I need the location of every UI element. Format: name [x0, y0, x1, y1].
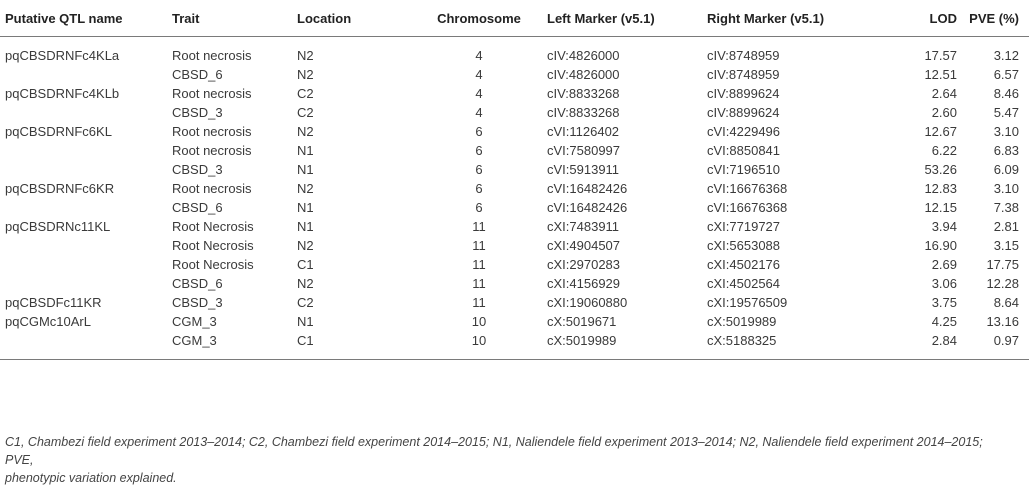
- cell-chromosome: 10: [411, 331, 547, 360]
- cell-left-marker: cVI:16482426: [547, 181, 628, 196]
- cell-location: N2: [297, 67, 314, 82]
- cell-lod: 2.84: [872, 331, 957, 360]
- cell-pve: 13.16: [986, 314, 1019, 329]
- table-row: [0, 198, 1029, 217]
- cell-qtl-name: pqCBSDRNFc4KLa: [5, 48, 120, 63]
- table-row: [0, 331, 1029, 360]
- cell-location: N1: [297, 162, 314, 177]
- cell-right-marker: cXI:4502564: [707, 276, 781, 291]
- cell-left-marker: cIV:8833268: [547, 105, 620, 120]
- cell-qtl-name: pqCGMc10ArL: [5, 314, 91, 329]
- cell-left-marker: cVI:16482426: [547, 200, 628, 215]
- cell-right-marker: cXI:4502176: [707, 257, 781, 272]
- cell-pve: 2.81: [993, 219, 1019, 234]
- cell-chromosome: 6: [475, 181, 483, 196]
- cell-trait: Root necrosis: [172, 86, 252, 101]
- cell-trait: Root Necrosis: [172, 238, 254, 253]
- cell-chromosome: 11: [472, 219, 486, 234]
- header-lod: LOD: [872, 0, 957, 37]
- cell-trait: Root Necrosis: [172, 257, 254, 272]
- cell-chromosome: 6: [475, 162, 483, 177]
- header-pve: PVE (%): [957, 0, 1029, 37]
- table-row: [0, 217, 1029, 236]
- cell-location: N1: [297, 200, 314, 215]
- cell-qtl-name: [0, 141, 172, 160]
- table-row: [0, 37, 1029, 66]
- cell-qtl-name: pqCBSDRNFc6KR: [5, 181, 115, 196]
- cell-pve: 6.09: [993, 162, 1019, 177]
- cell-qtl-name: [0, 65, 172, 84]
- table-footnote: [5, 433, 1005, 487]
- header-right-marker: Right Marker (v5.1): [707, 0, 872, 37]
- cell-chromosome: 6: [475, 200, 483, 215]
- cell-trait: Root necrosis: [172, 143, 252, 158]
- cell-trait: Root necrosis: [172, 181, 252, 196]
- cell-location: C1: [297, 331, 411, 360]
- cell-right-marker: cXI:5653088: [707, 238, 781, 253]
- table-row: [0, 84, 1029, 103]
- cell-trait: Root necrosis: [172, 48, 252, 63]
- cell-lod: 3.06: [931, 276, 957, 291]
- cell-right-marker: cIV:8899624: [707, 105, 780, 120]
- cell-pve: 3.10: [993, 181, 1019, 196]
- cell-trait: CBSD_6: [172, 67, 223, 82]
- cell-trait: CBSD_3: [172, 105, 223, 120]
- cell-pve: 17.75: [986, 257, 1019, 272]
- cell-pve: 5.47: [993, 105, 1019, 120]
- table-body: [0, 37, 1029, 360]
- cell-location: N1: [297, 219, 314, 234]
- cell-chromosome: 11: [472, 295, 486, 310]
- cell-right-marker: cVI:8850841: [707, 143, 781, 158]
- cell-right-marker: cVI:16676368: [707, 181, 788, 196]
- cell-left-marker: cVI:1126402: [547, 124, 620, 139]
- cell-right-marker: cVI:4229496: [707, 124, 781, 139]
- cell-lod: 6.22: [931, 143, 957, 158]
- header-location: Location: [297, 0, 411, 37]
- table-row: [0, 312, 1029, 331]
- cell-chromosome: 11: [472, 257, 486, 272]
- cell-location: N1: [297, 314, 314, 329]
- cell-left-marker: cXI:4156929: [547, 276, 621, 291]
- table-row: [0, 274, 1029, 293]
- cell-lod: 17.57: [924, 48, 957, 63]
- table-row: [0, 141, 1029, 160]
- cell-pve: 3.10: [993, 124, 1019, 139]
- cell-lod: 2.64: [931, 86, 957, 101]
- cell-right-marker: cX:5188325: [707, 331, 872, 360]
- cell-left-marker: cXI:7483911: [547, 219, 620, 234]
- header-trait: Trait: [172, 0, 297, 37]
- cell-location: C2: [297, 105, 314, 120]
- cell-location: C2: [297, 295, 314, 310]
- cell-trait: CBSD_6: [172, 276, 223, 291]
- cell-right-marker: cVI:16676368: [707, 200, 788, 215]
- cell-qtl-name: [0, 255, 172, 274]
- table-row: [0, 179, 1029, 198]
- cell-lod: 2.69: [931, 257, 957, 272]
- cell-right-marker: cX:5019989: [707, 314, 777, 329]
- cell-lod: 4.25: [931, 314, 957, 329]
- cell-pve: 8.64: [993, 295, 1019, 310]
- cell-chromosome: 4: [475, 86, 483, 101]
- cell-pve: 0.97: [957, 331, 1029, 360]
- cell-left-marker: cXI:4904507: [547, 238, 621, 253]
- cell-left-marker: cX:5019989: [547, 331, 707, 360]
- cell-location: N2: [297, 238, 314, 253]
- table-header-row: [0, 0, 1029, 37]
- cell-left-marker: cX:5019671: [547, 314, 617, 329]
- cell-chromosome: 6: [475, 143, 483, 158]
- cell-location: N2: [297, 276, 314, 291]
- cell-location: C2: [297, 86, 314, 101]
- cell-lod: 3.75: [931, 295, 957, 310]
- cell-lod: 3.94: [931, 219, 957, 234]
- table-row: [0, 236, 1029, 255]
- cell-left-marker: cIV:8833268: [547, 86, 620, 101]
- cell-left-marker: cVI:7580997: [547, 143, 621, 158]
- cell-chromosome: 4: [475, 48, 483, 63]
- table-row: [0, 255, 1029, 274]
- cell-location: C1: [297, 257, 314, 272]
- cell-qtl-name: [0, 198, 172, 217]
- cell-trait: CBSD_3: [172, 162, 223, 177]
- cell-chromosome: 4: [475, 105, 483, 120]
- cell-lod: 16.90: [924, 238, 957, 253]
- cell-right-marker: cXI:19576509: [707, 295, 788, 310]
- cell-qtl-name: [0, 236, 172, 255]
- cell-chromosome: 11: [472, 238, 486, 253]
- cell-pve: 6.83: [993, 143, 1019, 158]
- footnote-line-2: phenotypic variation explained.: [5, 471, 177, 485]
- cell-right-marker: cIV:8748959: [707, 67, 780, 82]
- cell-location: N2: [297, 181, 314, 196]
- cell-location: N2: [297, 124, 314, 139]
- cell-pve: 8.46: [993, 86, 1019, 101]
- cell-chromosome: 6: [475, 124, 483, 139]
- cell-left-marker: cXI:19060880: [547, 295, 628, 310]
- header-chromosome: Chromosome: [411, 0, 547, 37]
- footnote-line-1: C1, Chambezi field experiment 2013–2014; C2, Chambezi field experiment 2014–2015; N1, Naliendele field experiment 2013–2014; N2, Naliendele field experiment 2014–2015; PVE,: [5, 435, 983, 467]
- cell-trait: CBSD_6: [172, 200, 223, 215]
- cell-pve: 6.57: [993, 67, 1019, 82]
- table-row: [0, 293, 1029, 312]
- table-row: [0, 103, 1029, 122]
- header-qtl-name: Putative QTL name: [0, 0, 172, 37]
- cell-chromosome: 11: [472, 276, 486, 291]
- cell-qtl-name: [0, 103, 172, 122]
- cell-qtl-name: pqCBSDRNc11KL: [5, 219, 111, 234]
- cell-location: N1: [297, 143, 314, 158]
- cell-lod: 53.26: [924, 162, 957, 177]
- cell-chromosome: 4: [475, 67, 483, 82]
- table-row: [0, 122, 1029, 141]
- cell-qtl-name: [0, 160, 172, 179]
- cell-pve: 7.38: [993, 200, 1019, 215]
- cell-lod: 12.67: [924, 124, 957, 139]
- cell-qtl-name: pqCBSDRNFc6KL: [5, 124, 112, 139]
- cell-qtl-name: [0, 331, 172, 360]
- cell-left-marker: cIV:4826000: [547, 48, 620, 63]
- cell-trait: CGM_3: [172, 331, 297, 360]
- table-row: [0, 65, 1029, 84]
- cell-pve: 3.15: [993, 238, 1019, 253]
- header-left-marker: Left Marker (v5.1): [547, 0, 707, 37]
- cell-trait: Root Necrosis: [172, 219, 254, 234]
- cell-left-marker: cIV:4826000: [547, 67, 620, 82]
- cell-qtl-name: [0, 274, 172, 293]
- cell-pve: 3.12: [993, 48, 1019, 63]
- cell-location: N2: [297, 48, 314, 63]
- cell-left-marker: cVI:5913911: [547, 162, 620, 177]
- cell-right-marker: cIV:8748959: [707, 48, 780, 63]
- cell-qtl-name: pqCBSDFc11KR: [5, 295, 102, 310]
- cell-qtl-name: pqCBSDRNFc4KLb: [5, 86, 120, 101]
- cell-right-marker: cVI:7196510: [707, 162, 781, 177]
- cell-trait: CGM_3: [172, 314, 217, 329]
- cell-chromosome: 10: [471, 314, 487, 329]
- cell-pve: 12.28: [986, 276, 1019, 291]
- cell-lod: 12.83: [924, 181, 957, 196]
- cell-lod: 12.51: [924, 67, 957, 82]
- table-row: [0, 160, 1029, 179]
- cell-trait: CBSD_3: [172, 295, 223, 310]
- cell-lod: 12.15: [924, 200, 957, 215]
- cell-left-marker: cXI:2970283: [547, 257, 621, 272]
- cell-lod: 2.60: [931, 105, 957, 120]
- cell-right-marker: cXI:7719727: [707, 219, 781, 234]
- cell-right-marker: cIV:8899624: [707, 86, 780, 101]
- cell-trait: Root necrosis: [172, 124, 252, 139]
